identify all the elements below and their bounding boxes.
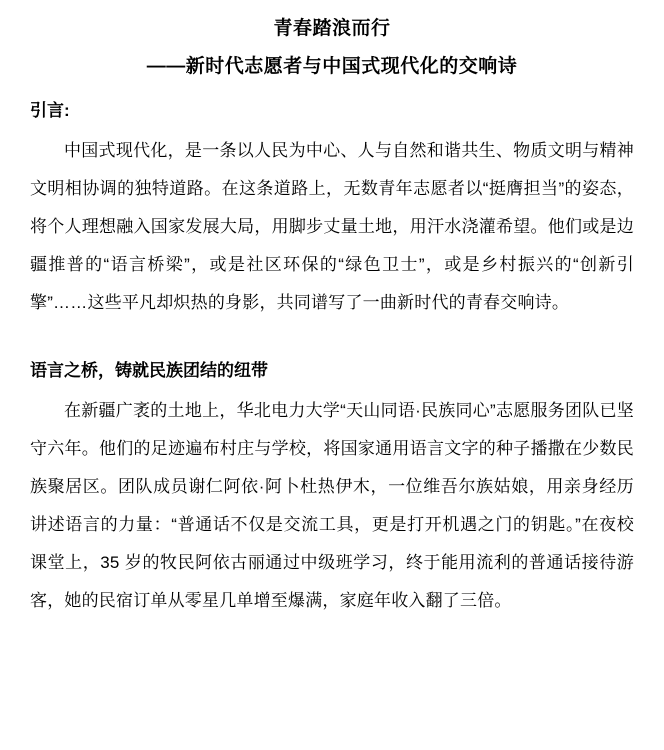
section-heading-language-bridge: 语言之桥，铸就民族团结的纽带 xyxy=(30,361,268,380)
section-heading-intro: 引言: xyxy=(30,101,70,120)
paragraph-intro: 中国式现代化，是一条以人民为中心、人与自然和谐共生、物质文明与精神文明相协调的独特道路。在这条道路上，无数青年志愿者以“挺膺担当”的姿态，将个人理想融入国家发展大局，用脚步丈量土地，用汗水浇灌希望。他们或是边疆推普的“语言桥梁”，或是社区环保的“绿色卫士”，或是乡村振兴的“创新引擎”……这些平凡却炽热的身影，共同谱写了一曲新时代的青春交响诗。 xyxy=(30,141,634,312)
paragraph-language-bridge: 在新疆广袤的土地上，华北电力大学“天山同语·民族同心”志愿服务团队已坚守六年。他们的足迹遍布村庄与学校，将国家通用语言文字的种子播撒在少数民族聚居区。团队成员谢仁阿依·阿卜杜热伊木，一位维吾尔族姑娘，用亲身经历讲述语言的力量：“普通话不仅是交流工具，更是打开机遇之门的钥匙。”在夜校课堂上，35 岁的牧民阿依古丽通过中级班学习，终于能用流利的普通话接待游客，她的民宿订单从零星几单增至爆满，家庭年收入翻了三倍。 xyxy=(30,401,634,610)
document-subtitle: ——新时代志愿者与中国式现代化的交响诗 xyxy=(146,56,518,77)
document-title: 青春踏浪而行 xyxy=(273,18,391,39)
